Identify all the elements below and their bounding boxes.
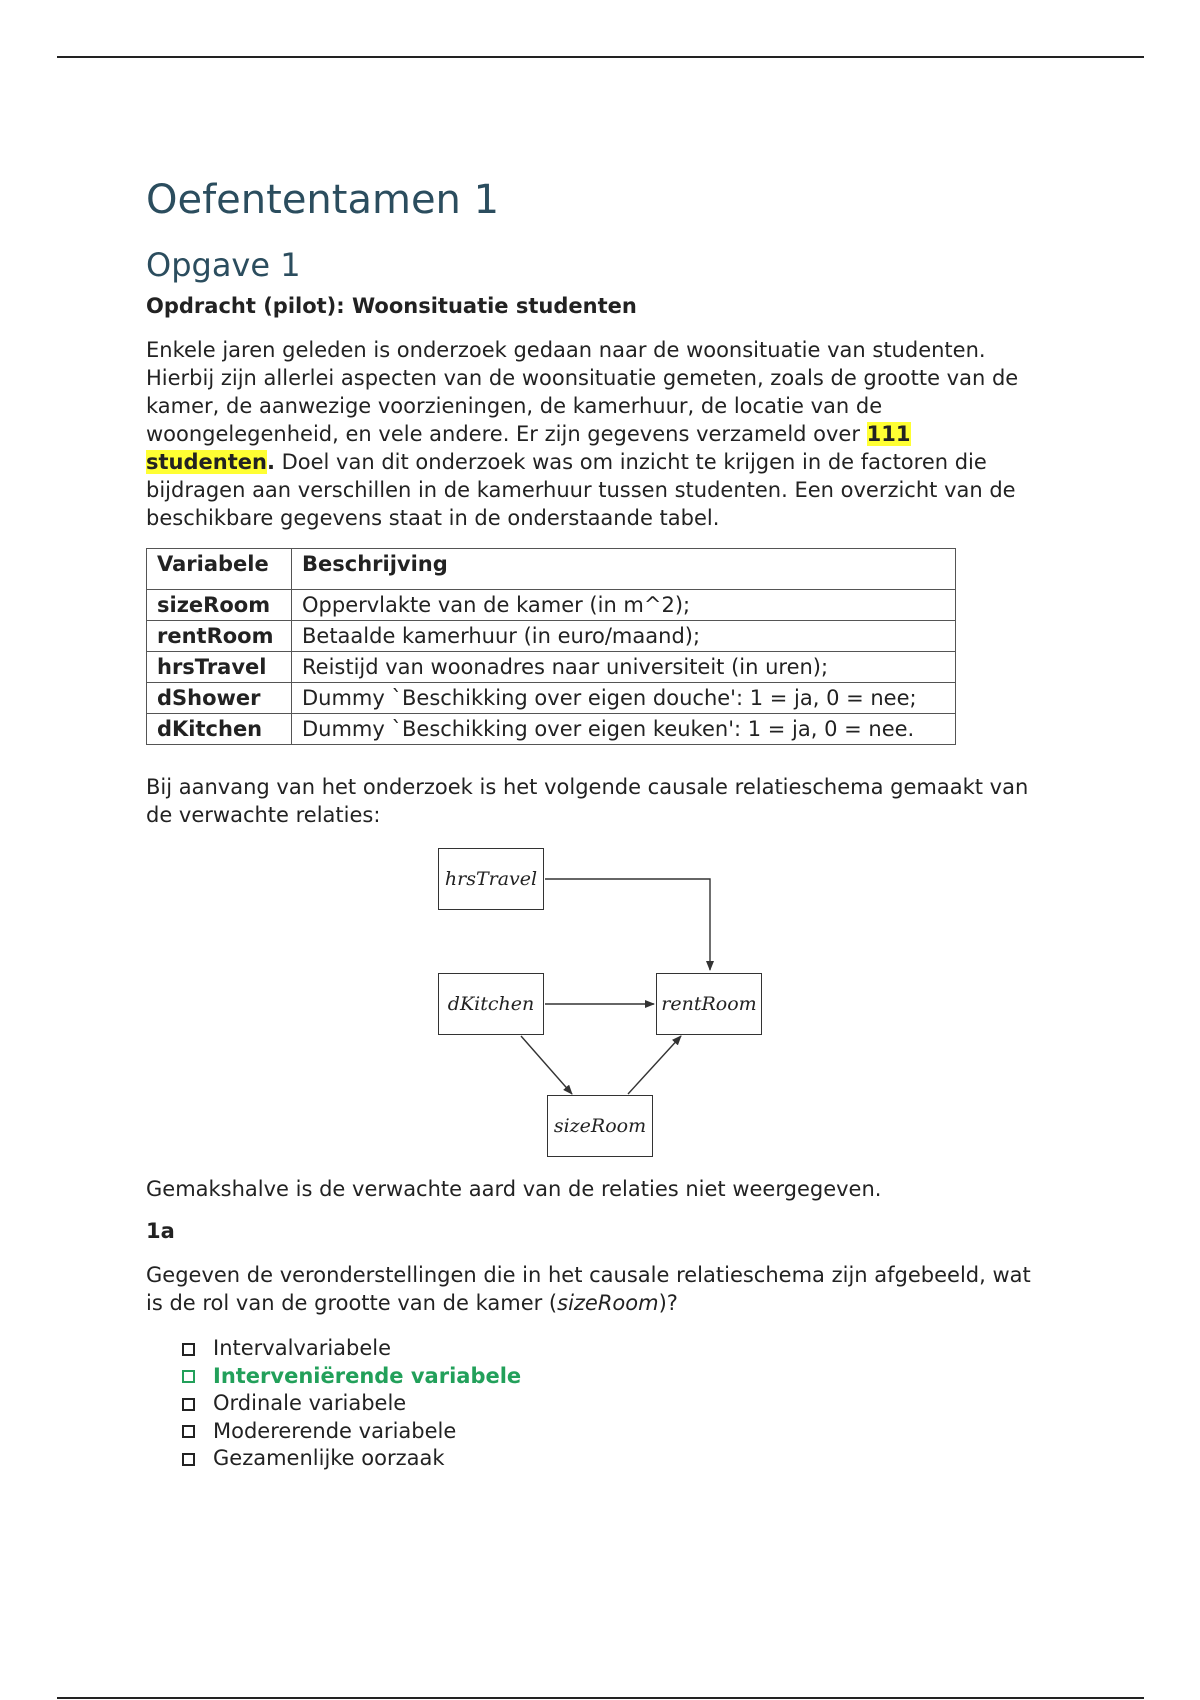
checkbox-icon[interactable]	[182, 1453, 195, 1466]
footer-rule	[57, 1697, 1144, 1699]
variable-description: Dummy `Beschikking over eigen keuken': 1 = ja, 0 = nee.	[292, 714, 956, 745]
document-body	[146, 176, 1046, 1473]
header-rule	[57, 56, 1144, 58]
table-header-variabele: Variabele	[147, 549, 292, 590]
highlighted-count: 111 studenten	[146, 422, 911, 475]
answer-option[interactable]: Gezamenlijke oorzaak	[182, 1445, 1046, 1473]
node-dKitchen: dKitchen	[438, 973, 544, 1035]
arrow-hrsTravel-to-rentRoom	[545, 879, 710, 970]
answer-option[interactable]: Modererende variabele	[182, 1418, 1046, 1446]
table-row	[147, 652, 956, 683]
variable-name: hrsTravel	[147, 652, 292, 683]
checkbox-icon[interactable]	[182, 1425, 195, 1438]
question-text: Gegeven de veronderstellingen die in het causale relatieschema zijn afgebeeld, wat is de rol van de grootte van de kamer (sizeRoom)?	[146, 1263, 1031, 1316]
table-row	[147, 590, 956, 621]
table-header-beschrijving: Beschrijving	[292, 549, 956, 590]
variable-name: rentRoom	[147, 621, 292, 652]
node-hrsTravel: hrsTravel	[438, 848, 544, 910]
variable-description: Dummy `Beschikking over eigen douche': 1 = ja, 0 = nee;	[292, 683, 956, 714]
table-row	[147, 683, 956, 714]
arrow-dKitchen-to-sizeRoom	[521, 1036, 572, 1094]
variable-description: Betaalde kamerhuur (in euro/maand);	[292, 621, 956, 652]
variables-table	[146, 548, 956, 745]
answer-option-correct[interactable]: Interveniërende variabele	[182, 1363, 1046, 1391]
diagram-note: Gemakshalve is de verwachte aard van de relaties niet weergegeven.	[146, 1177, 882, 1202]
variable-description: Reistijd van woonadres naar universiteit (in uren);	[292, 652, 956, 683]
variable-name: dKitchen	[147, 714, 292, 745]
node-sizeRoom: sizeRoom	[547, 1095, 653, 1157]
table-row	[147, 714, 956, 745]
section-title: Opgave 1	[146, 246, 301, 284]
arrow-sizeRoom-to-rentRoom	[628, 1036, 681, 1094]
variable-description: Oppervlakte van de kamer (in m^2);	[292, 590, 956, 621]
answer-options	[182, 1335, 1046, 1473]
diagram-intro: Bij aanvang van het onderzoek is het volgende causale relatieschema gemaakt van de verwachte relaties:	[146, 775, 1029, 828]
checkbox-icon[interactable]	[182, 1343, 195, 1356]
table-row	[147, 621, 956, 652]
checkbox-icon[interactable]	[182, 1398, 195, 1411]
checkbox-icon[interactable]	[182, 1370, 195, 1383]
causal-diagram	[146, 845, 1046, 1165]
table-header-row	[147, 549, 956, 590]
answer-option[interactable]: Intervalvariabele	[182, 1335, 1046, 1363]
variable-name: dShower	[147, 683, 292, 714]
answer-option[interactable]: Ordinale variabele	[182, 1390, 1046, 1418]
intro-paragraph: Enkele jaren geleden is onderzoek gedaan naar de woonsituatie van studenten. Hierbij zijn allerlei aspecten van de woonsituatie gemeten, zoals de grootte van de kamer, de aanwezige voorzieningen, de kamerhuur, de locatie van de woongelegenheid, en vele andere. Er zijn gegevens verzameld over 111 studenten. Doel van dit onderzoek was om inzicht te krijgen in de factoren die bijdragen aan verschillen in de kamerhuur tussen studenten. Een overzicht van de beschikbare gegevens staat in de onderstaande tabel.	[146, 338, 1019, 531]
page-title: Oefententamen 1	[146, 177, 500, 223]
variable-name: sizeRoom	[147, 590, 292, 621]
question-label: 1a	[146, 1219, 175, 1244]
node-rentRoom: rentRoom	[656, 973, 762, 1035]
assignment-subtitle: Opdracht (pilot): Woonsituatie studenten	[146, 294, 637, 319]
